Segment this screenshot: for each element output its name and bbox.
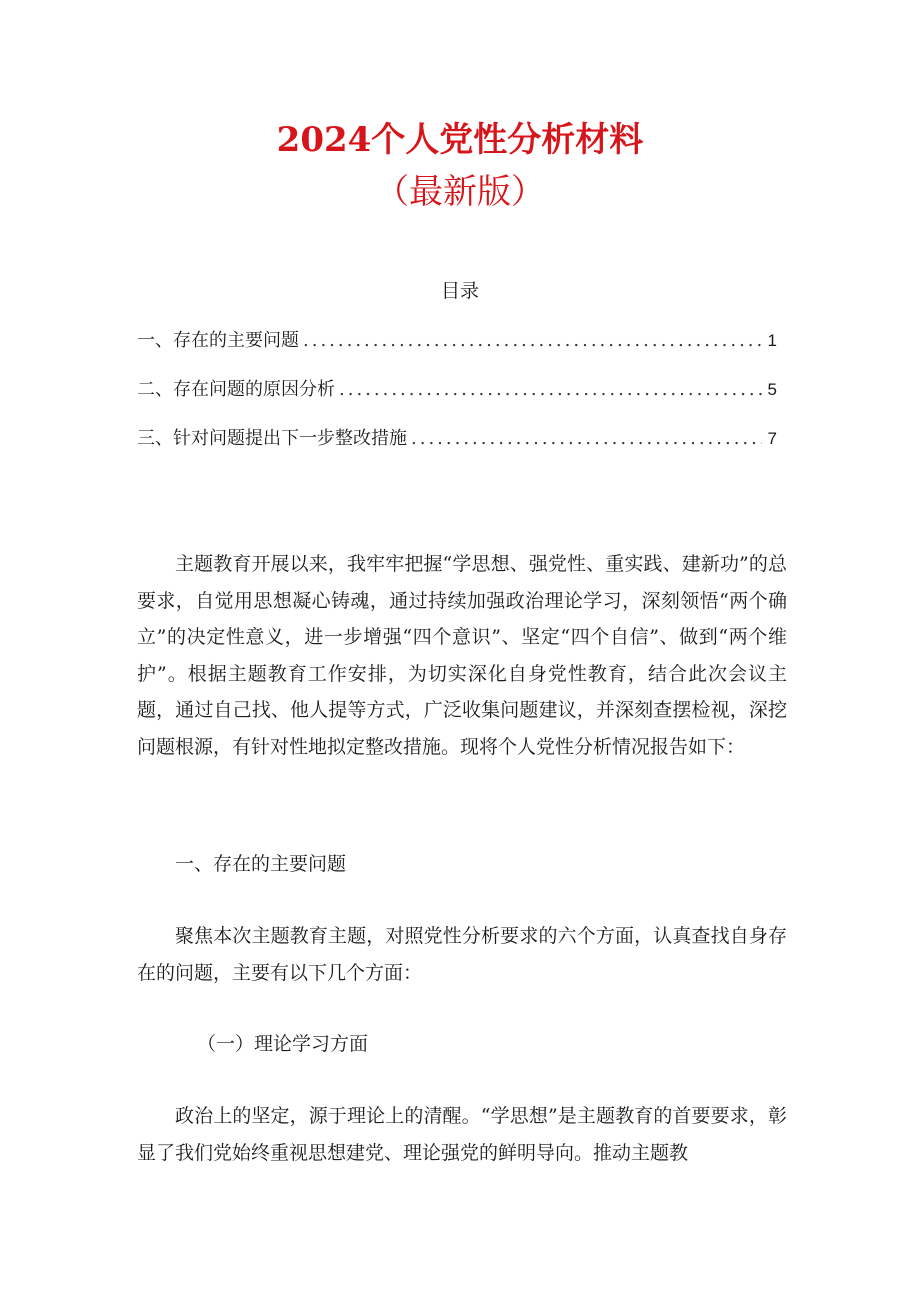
toc-page-number: 5 <box>767 380 777 399</box>
toc-entry-label: 一、存在的主要问题 <box>137 330 299 351</box>
toc-page-number: 7 <box>767 429 777 448</box>
toc-page-number: 1 <box>767 331 777 350</box>
intro-paragraph: 主题教育开展以来，我牢牢把握“学思想、强党性、重实践、建新功”的总要求，自觉用思想凝心铸魂，通过持续加强政治理论学习，深刻领悟“两个确立”的决定性意义，进一步增强“四个意识”、坚定“四个自信”、做到“两个维护”。根据主题教育工作安排，为切实深化自身党性教育，结合此次会议主题，通过自己找、他人提等方式，广泛收集问题建议，并深刻查摆检视，深挖问题根源，有针对性地拟定整改措施。现将个人党性分析情况报告如下： <box>137 553 787 758</box>
subsection-heading: （一）理论学习方面 <box>197 1033 369 1055</box>
toc-entry[interactable] <box>137 377 777 403</box>
toc-entry-label: 二、存在问题的原因分析 <box>137 379 335 400</box>
subsection-paragraph: 政治上的坚定，源于理论上的清醒。“学思想”是主题教育的首要要求，彰显了我们党始终重视思想建党、理论强党的鲜明导向。推动主题教 <box>137 1105 787 1164</box>
toc-heading: 目录 <box>440 280 479 302</box>
document-title: 2024个人党性分析材料 <box>276 120 644 160</box>
document-subtitle: （最新版） <box>375 172 545 212</box>
section-heading: 一、存在的主要问题 <box>175 853 347 875</box>
toc-dot-leader <box>339 377 762 403</box>
section-paragraph: 聚焦本次主题教育主题，对照党性分析要求的六个方面，认真查找自身存在的问题，主要有以下几个方面： <box>137 925 787 984</box>
toc-entry[interactable] <box>137 426 777 452</box>
toc-entry-label: 三、针对问题提出下一步整改措施 <box>137 428 407 449</box>
toc-dot-leader <box>411 426 762 452</box>
toc-dot-leader <box>303 328 762 354</box>
toc-entry[interactable] <box>137 328 777 354</box>
